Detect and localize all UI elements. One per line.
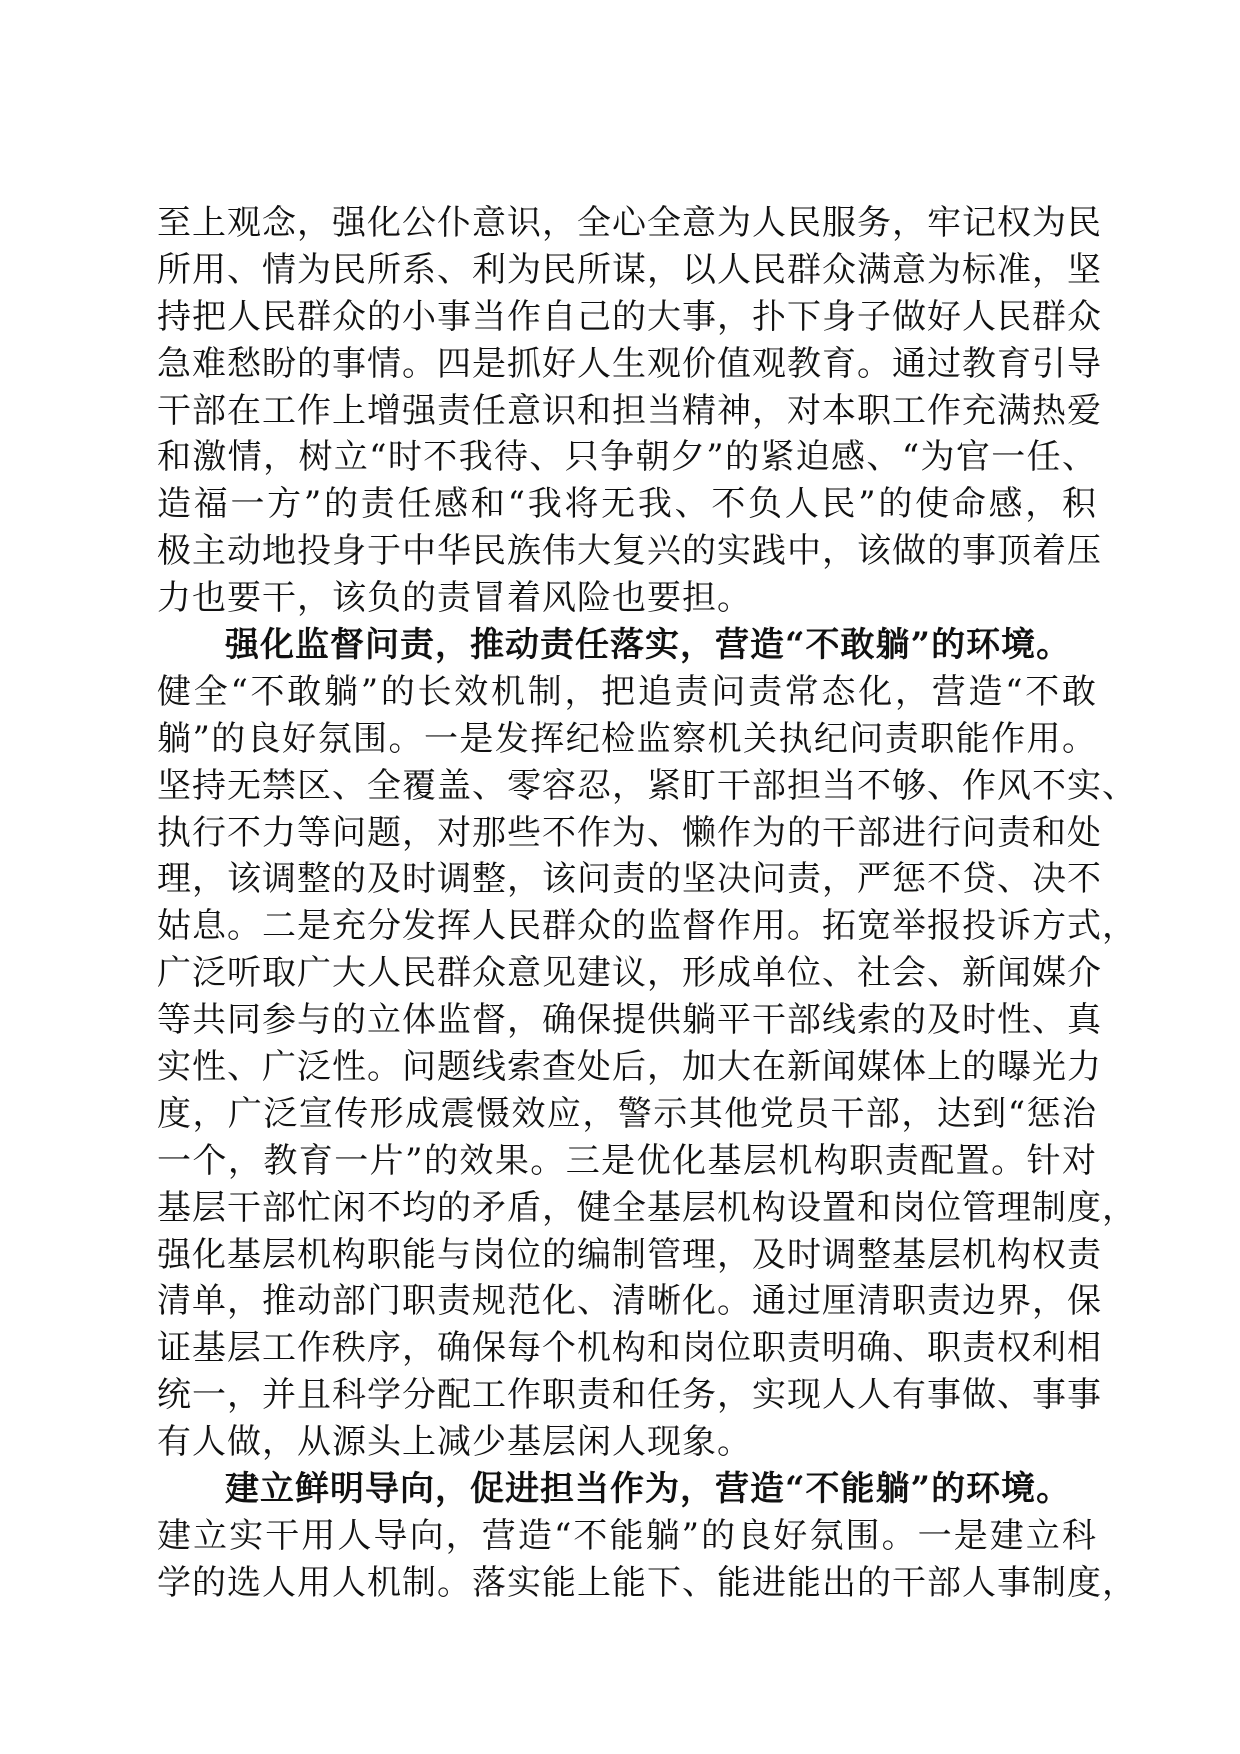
text-line: 干部在工作上增强责任意识和担当精神，对本职工作充满热爱 (157, 390, 1102, 431)
text-line: 度，广泛宣传形成震慑效应，警示其他党员干部，达到“惩治 (157, 1093, 1097, 1134)
text-line: 统一，并且科学分配工作职责和任务，实现人人有事做、事事 (157, 1375, 1102, 1416)
text-line: 持把人民群众的小事当作自己的大事，扑下身子做好人民群众 (157, 296, 1102, 337)
text-line: 健全“不敢躺”的长效机制，把追责问责常态化，营造“不敢 (157, 671, 1097, 712)
text-line: 执行不力等问题，对那些不作为、懒作为的干部进行问责和处 (157, 812, 1102, 853)
document-body (157, 200, 1137, 1607)
text-line: 造福一方”的责任感和“我将无我、不负人民”的使命感，积 (157, 484, 1097, 525)
text-line: 坚持无禁区、全覆盖、零容忍，紧盯干部担当不够、作风不实、 (157, 765, 1137, 806)
text-line: 躺”的良好氛围。一是发挥纪检监察机关执纪问责职能作用。 (157, 718, 1097, 759)
text-line: 一个，教育一片”的效果。三是优化基层机构职责配置。针对 (157, 1140, 1097, 1181)
text-line: 强化基层机构职能与岗位的编制管理，及时调整基层机构权责 (157, 1234, 1102, 1275)
text-line: 基层干部忙闲不均的矛盾，健全基层机构设置和岗位管理制度， (157, 1187, 1137, 1228)
text-line: 姑息。二是充分发挥人民群众的监督作用。拓宽举报投诉方式， (157, 906, 1137, 947)
text-line: 学的选人用人机制。落实能上能下、能进能出的干部人事制度， (157, 1562, 1137, 1603)
text-line: 等共同参与的立体监督，确保提供躺平干部线索的及时性、真 (157, 1000, 1102, 1041)
text-line: 实性、广泛性。问题线索查处后，加大在新闻媒体上的曝光力 (157, 1047, 1102, 1088)
text-line: 所用、情为民所系、利为民所谋，以人民群众满意为标准，坚 (157, 249, 1102, 290)
paragraph-end-line: 有人做，从源头上减少基层闲人现象。 (157, 1422, 752, 1463)
text-line: 证基层工作秩序，确保每个机构和岗位职责明确、职责权利相 (157, 1328, 1102, 1369)
section-heading-guidance: 建立鲜明导向，促进担当作为，营造“不能躺”的环境。 (225, 1469, 1072, 1510)
paragraph-end-line: 力也要干，该负的责冒着风险也要担。 (157, 578, 752, 619)
text-line: 理，该调整的及时调整，该问责的坚决问责，严惩不贷、决不 (157, 859, 1102, 900)
text-line: 至上观念，强化公仆意识，全心全意为人民服务，牢记权为民 (157, 203, 1102, 243)
text-line: 广泛听取广大人民群众意见建议，形成单位、社会、新闻媒介 (157, 953, 1102, 994)
section-heading-accountability: 强化监督问责，推动责任落实，营造“不敢躺”的环境。 (225, 625, 1072, 666)
text-line: 和激情，树立“时不我待、只争朝夕”的紧迫感、“为官一任、 (157, 437, 1097, 478)
text-line: 急难愁盼的事情。四是抓好人生观价值观教育。通过教育引导 (157, 343, 1102, 384)
text-line: 建立实干用人导向，营造“不能躺”的良好氛围。一是建立科 (157, 1515, 1097, 1556)
text-line: 极主动地投身于中华民族伟大复兴的实践中，该做的事顶着压 (157, 531, 1102, 572)
text-line: 清单，推动部门职责规范化、清晰化。通过厘清职责边界，保 (157, 1281, 1102, 1322)
